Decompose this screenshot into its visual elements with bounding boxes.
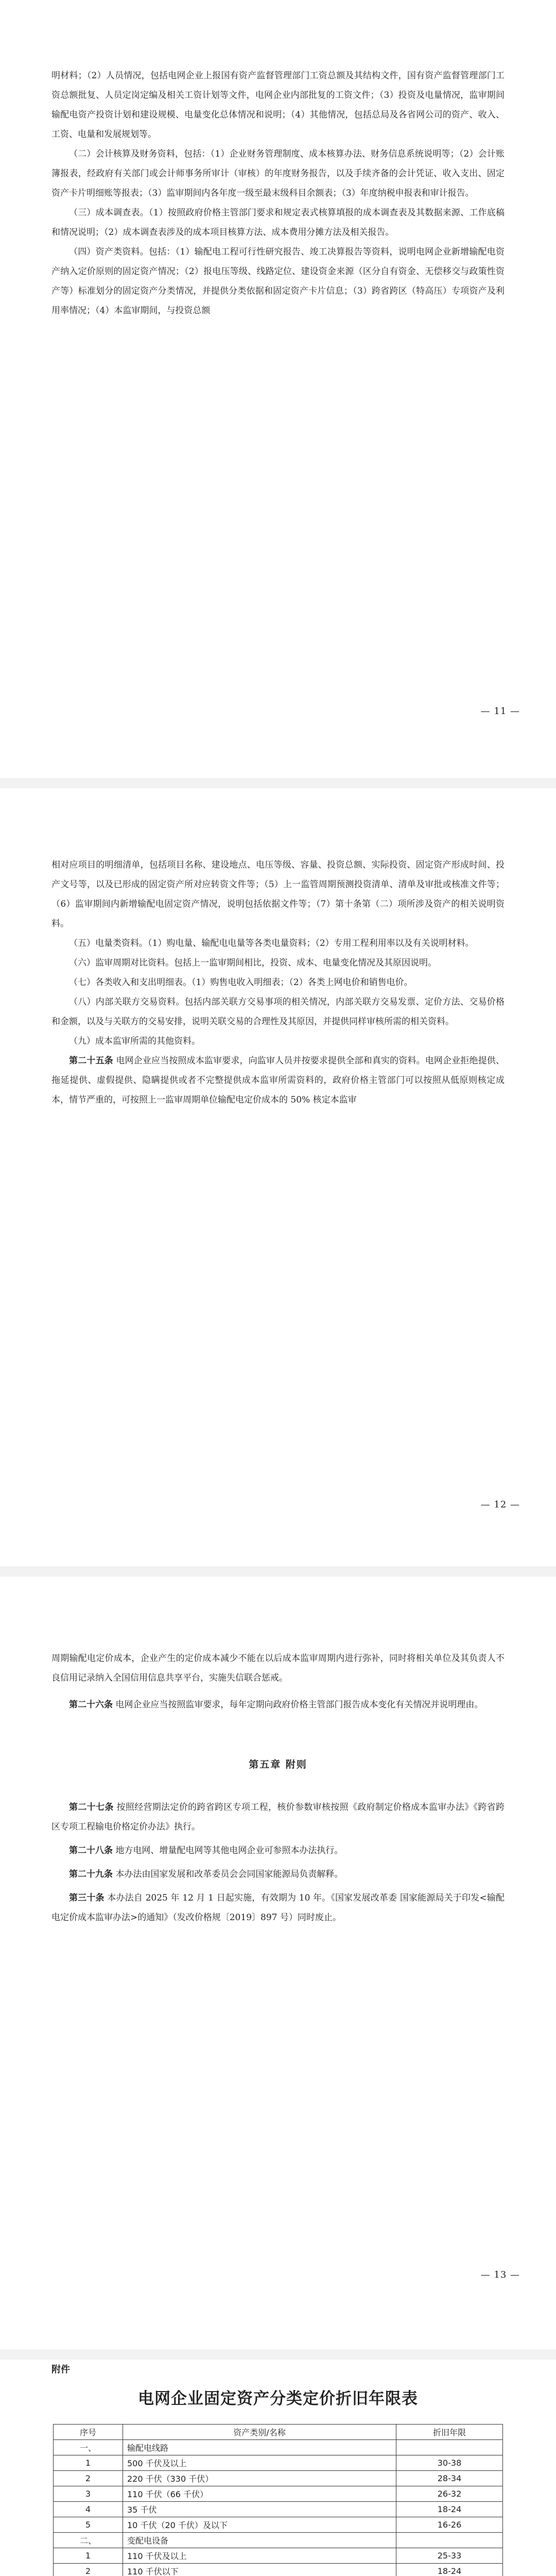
header-cell: 资产类别/名称: [123, 2425, 396, 2440]
article-paragraph: [51, 1888, 505, 1927]
row-number-cell: 3: [54, 2486, 123, 2502]
article-label: 第二十六条: [69, 1700, 113, 1710]
paragraph: （四）资产类资料。包括：（1）输配电工程可行性研究报告、竣工决算报告等资料，说明电网企业新增输配电资产纳入定价原则的固定资产情况；（2）报电压等级、线路定位、建设资金来源（区分自有资金、无偿移交与政策性资产等）标准划分的固定资产分类情况，并提供分类依据和固定资产卡片信息；（3）跨省跨区（特高压）专项资产及利用率情况；（4）本监审期间，与投资总额: [51, 247, 505, 316]
depreciation-years-cell: 28-34: [396, 2471, 503, 2486]
depreciation-table: [53, 2424, 503, 2576]
paragraph: （七）各类收入和支出明细表。（1）购售电收入明细表；（2）各类上网电价和销售电价。: [69, 977, 413, 988]
article-text: 按照经营期法定价的跨省跨区专项工程，核价参数审核按照《政府制定价格成本监审办法》《跨省跨区专项工程输电价格定价办法》执行。: [51, 1802, 505, 1832]
page-3-body: [51, 1649, 505, 1927]
row-number-cell: 5: [54, 2517, 123, 2533]
table-row: [54, 2471, 503, 2486]
depreciation-years-cell: 18-24: [396, 2564, 503, 2576]
asset-category-cell: 变配电设备: [123, 2533, 396, 2548]
table-row: [54, 2548, 503, 2564]
article-text: 电网企业应当按照成本监审要求，向监审人员并按要求提供全部和真实的资料。电网企业拒绝提供、拖延提供、虚假提供、隐瞒提供或者不完整提供成本监审所需资料的，政府价格主管部门可以按照从低原则核定成本，情节严重的，可按照上一监审周期单位输配电定价成本的 50% 核定本监审: [51, 1056, 505, 1105]
depreciation-years-cell: 18-24: [396, 2502, 503, 2517]
article-paragraph: [51, 1865, 505, 1884]
annex-label: 附件: [51, 2364, 70, 2375]
paragraph: （六）监审周期对比资料。包括上一监审期间相比，投资、成本、电量变化情况及其原因说明。: [69, 958, 437, 968]
asset-category-cell: 输配电线路: [123, 2440, 396, 2455]
page-2-body: [51, 855, 505, 1110]
paragraph: （九）成本监审所需的其他资料。: [69, 1036, 200, 1046]
paragraph: （五）电量类资料。（1）购电量、输配电电量等各类电量资料；（2）专用工程利用率以及有关说明材料。: [69, 938, 474, 948]
article-label: 第二十七条: [69, 1802, 114, 1812]
table-row: [54, 2440, 503, 2455]
depreciation-years-cell: 16-26: [396, 2517, 503, 2533]
table-title: 电网企业固定资产分类定价折旧年限表: [138, 2389, 418, 2408]
paragraph: （三）成本调查表。（1）按照政府价格主管部门要求和规定表式核算填报的成本调查表及其数据来源、工作底稿和情况说明；（2）成本调查表涉及的成本项目核算方法、成本费用分摊方法及相关报告。: [51, 208, 505, 238]
paragraph: 明材料；（2）人员情况，包括电网企业上报国有资产监督管理部门工资总额及其结构文件，国有资产监督管理部门工资总额批复、人员定岗定编及相关工资计划等文件，电网企业内部批复的工资文件；（3）投资及电量情况，监审期间输配电资产投资计划和建设规模、电量变化总体情况和说明；（4）其他情况，包括总局及各省网公司的资产、收入、工资、电量和发展规划等。: [51, 71, 505, 140]
row-number-cell: 2: [54, 2471, 123, 2486]
asset-category-cell: 500 千伏及以上: [123, 2455, 396, 2471]
table-row: [54, 2455, 503, 2471]
article-paragraph: [51, 1051, 505, 1110]
page-number: — 12 —: [480, 1499, 520, 1510]
table-row: [54, 2502, 503, 2517]
asset-category-cell: 110 千伏（66 千伏）: [123, 2486, 396, 2502]
document-page-3: [0, 1577, 556, 2349]
table-row: [54, 2486, 503, 2502]
paragraph: （八）内部关联方交易资料。包括内部关联方交易事项的相关情况，内部关联方交易发票、定价方法、交易价格和金额，以及与关联方的交易安排，说明关联交易的合理性及其原因，并提供同样审核所需的相关资料。: [51, 997, 505, 1027]
row-number-cell: 一、: [54, 2440, 123, 2455]
paragraph: （二）会计核算及财务资料，包括：（1）企业财务管理制度、成本核算办法、财务信息系统说明等；（2）会计账簿报表，经政府有关部门或会计师事务所审计（审核）的年度财务报告，以及手续齐备的会计凭证、收入支出、固定资产卡片明细账等报表；（3）监审期间内各年度一级至最末级科目余额表；（3）年度纳税申报表和审计报告。: [51, 149, 505, 198]
row-number-cell: 1: [54, 2455, 123, 2471]
row-number-cell: 二、: [54, 2533, 123, 2548]
asset-category-cell: 35 千伏: [123, 2502, 396, 2517]
page-1-body: [51, 66, 505, 320]
table-row: [54, 2517, 503, 2533]
paragraph: 周期输配电定价成本，企业产生的定价成本减少不能在以后成本监审周期内进行弥补，同时将相关单位及其负责人不良信用记录纳入全国信用信息共享平台，实施失信联合惩戒。: [51, 1653, 505, 1683]
depreciation-years-cell: [396, 2440, 503, 2455]
table-body: [54, 2440, 503, 2576]
document-page-1: [0, 0, 556, 778]
header-cell: 序号: [54, 2425, 123, 2440]
article-label: 第二十九条: [69, 1869, 113, 1879]
row-number-cell: 2: [54, 2564, 123, 2576]
asset-category-cell: 10 千伏（20 千伏）及以下: [123, 2517, 396, 2533]
asset-category-cell: 220 千伏（330 千伏）: [123, 2471, 396, 2486]
article-text: 本办法由国家发展和改革委员会会同国家能源局负责解释。: [115, 1869, 343, 1879]
article-paragraph: [51, 1798, 505, 1837]
row-number-cell: 1: [54, 2548, 123, 2564]
article-paragraph: [51, 1695, 505, 1715]
paragraph: 相对应项目的明细清单，包括项目名称、建设地点、电压等级、容量、投资总额、实际投资、固定资产形成时间、投产文号等，以及已形成的固定资产所对应转资文件等；（5）上一监管周期预测投资清单、清单及审批或核准文件等；（6）监审期间内新增输配电固定资产情况，说明包括依据文件等；（7）第十条第（二）项所涉及资产的相关说明资料。: [51, 860, 505, 929]
page-number: — 13 —: [480, 2269, 520, 2280]
article-label: 第二十八条: [69, 1845, 113, 1856]
asset-category-cell: 110 千伏及以上: [123, 2548, 396, 2564]
depreciation-years-cell: 25-33: [396, 2548, 503, 2564]
header-cell: 折旧年限: [396, 2425, 503, 2440]
table-row: [54, 2564, 503, 2576]
asset-category-cell: 110 千伏以下: [123, 2564, 396, 2576]
document-page-2: [0, 788, 556, 1566]
row-number-cell: 4: [54, 2502, 123, 2517]
depreciation-years-cell: 26-32: [396, 2486, 503, 2502]
depreciation-years-cell: [396, 2533, 503, 2548]
article-text: 地方电网、增量配电网等其他电网企业可参照本办法执行。: [115, 1845, 343, 1856]
article-label: 第三十条: [69, 1893, 105, 1903]
table-header-row: [54, 2425, 503, 2440]
page-number: — 11 —: [480, 706, 520, 717]
depreciation-years-cell: 30-38: [396, 2455, 503, 2471]
article-text: 电网企业应当按照监审要求，每年定期向政府价格主管部门报告成本变化有关情况并说明理由。: [115, 1700, 483, 1710]
article-text: 本办法自 2025 年 12 月 1 日起实施，有效期为 10 年。《国家发展改革委 国家能源局关于印发<输配电定价成本监审办法>的通知》（发改价格规〔2019〕897 号）同时废止。: [51, 1893, 505, 1923]
article-label: 第二十五条: [69, 1056, 113, 1066]
article-paragraph: [51, 1841, 505, 1860]
table-row: [54, 2533, 503, 2548]
chapter-title: 第五章 附则: [249, 1759, 307, 1770]
